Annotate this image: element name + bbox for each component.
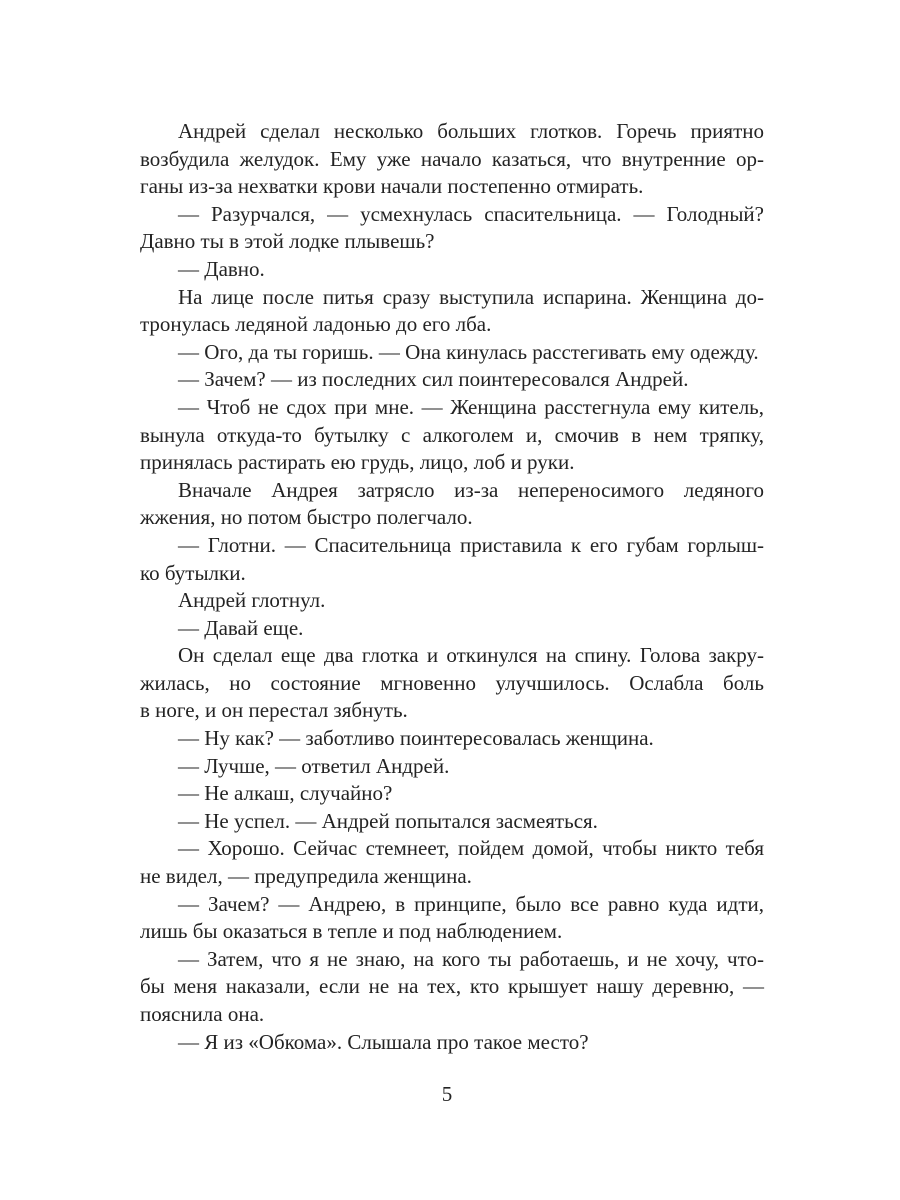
page-number: 5: [441, 1082, 453, 1106]
text-line: бы меня наказали, если не на тех, кто крышует нашу деревню, —: [140, 974, 764, 999]
text-line: Давно ты в этой лодке плывешь?: [140, 229, 435, 254]
paragraph: [140, 477, 764, 532]
paragraph: [140, 118, 764, 201]
text-line: вынула откуда-то бутылку с алкоголем и, смочив в нем тряпку,: [140, 422, 764, 447]
text-line: — Разурчался, — усмехнулась спасительница. — Голодный?: [178, 201, 764, 226]
text-line: — Затем, что я не знаю, на кого ты работаешь, и не хочу, что-: [178, 946, 764, 971]
text-line: ко бутылки.: [140, 560, 246, 585]
paragraph: [140, 642, 764, 725]
text-line: — Зачем? — из последних сил поинтересовался Андрей.: [178, 367, 689, 392]
paragraph: [140, 1029, 764, 1057]
paragraph: [140, 339, 764, 367]
paragraph: [140, 891, 764, 946]
text-line: пояснила она.: [140, 1002, 265, 1026]
text-line: в ноге, и он перестал зябнуть.: [140, 698, 408, 723]
paragraph: [140, 366, 764, 394]
paragraph: [140, 780, 764, 808]
text-line: — Ого, да ты горишь. — Она кинулась расстегивать ему одежду.: [178, 339, 759, 364]
text-line: — Давно.: [178, 256, 265, 281]
text-line: принялась растирать ею грудь, лицо, лоб и руки.: [140, 450, 575, 475]
text-line: — Зачем? — Андрею, в принципе, было все равно куда идти,: [178, 891, 764, 916]
text-line: — Ну как? — заботливо поинтересовалась женщина.: [178, 726, 654, 751]
text-line: — Лучше, — ответил Андрей.: [178, 753, 450, 778]
text-line: Андрей сделал несколько больших глотков. Горечь приятно: [178, 119, 764, 143]
paragraph: [140, 725, 764, 753]
text-line: — Не алкаш, случайно?: [178, 781, 393, 806]
text-line: ганы из-за нехватки крови начали постепенно отмирать.: [140, 174, 644, 199]
text-block: [140, 118, 764, 1056]
paragraph: [140, 835, 764, 890]
text-line: возбудила желудок. Ему уже начало казаться, что внутренние ор-: [140, 146, 764, 171]
paragraph: [140, 615, 764, 643]
paragraph: [140, 201, 764, 256]
text-line: — Давай еще.: [178, 615, 304, 640]
paragraph: [140, 753, 764, 781]
text-line: — Хорошо. Сейчас стемнеет, пойдем домой, чтобы никто тебя: [178, 836, 764, 861]
text-line: тронулась ледяной ладонью до его лба.: [140, 312, 492, 337]
paragraph: [140, 532, 764, 587]
text-line: лишь бы оказаться в тепле и под наблюдением.: [140, 919, 563, 944]
paragraph: [140, 256, 764, 284]
text-line: жжения, но потом быстро полегчало.: [140, 505, 473, 530]
text-line: — Чтоб не сдох при мне. — Женщина расстегнула ему китель,: [178, 394, 764, 419]
text-line: На лице после питья сразу выступила испарина. Женщина до-: [178, 284, 764, 309]
text-line: Он сделал еще два глотка и откинулся на спину. Голова закру-: [178, 643, 764, 668]
text-line: Андрей глотнул.: [178, 588, 326, 613]
text-line: — Я из «Обкома». Слышала про такое место?: [178, 1029, 589, 1054]
text-line: — Глотни. — Спасительница приставила к его губам горлыш-: [178, 532, 764, 557]
text-line: жилась, но состояние мгновенно улучшилось. Ослабла боль: [140, 670, 764, 695]
paragraph: [140, 394, 764, 477]
text-line: не видел, — предупредила женщина.: [140, 864, 472, 889]
paragraph: [140, 946, 764, 1029]
paragraph: [140, 284, 764, 339]
paragraph: [140, 808, 764, 836]
paragraph: [140, 587, 764, 615]
text-line: Вначале Андрея затрясло из-за непереносимого ледяного: [178, 477, 764, 502]
text-line: — Не успел. — Андрей попытался засмеяться.: [178, 808, 598, 833]
